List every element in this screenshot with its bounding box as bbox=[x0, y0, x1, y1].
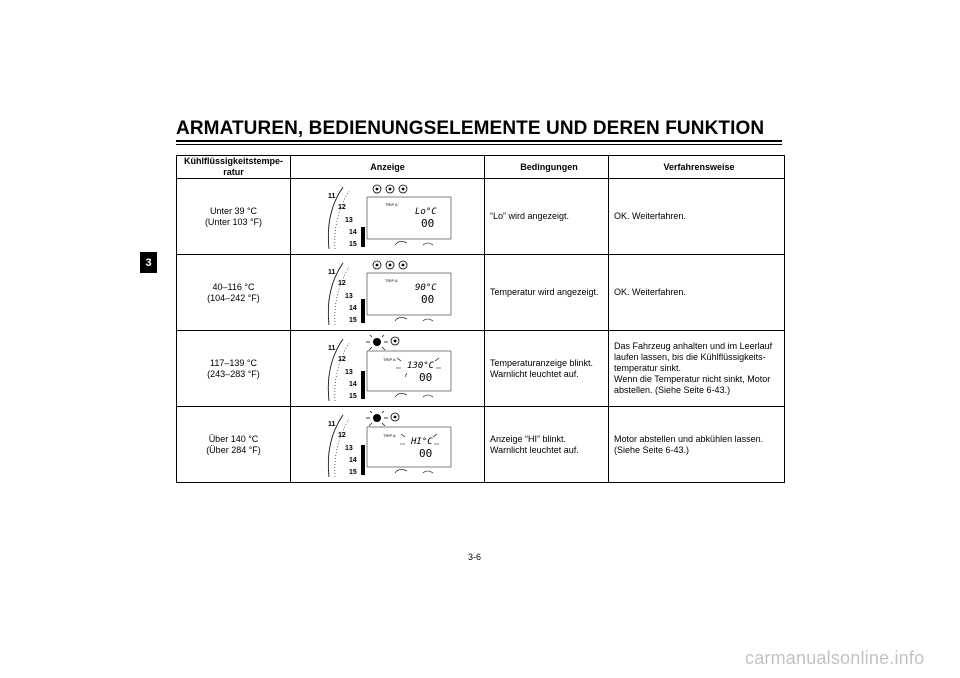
svg-text:TRIP A: TRIP A bbox=[382, 432, 396, 438]
lcd-temperature-readout: 90°C bbox=[414, 282, 437, 293]
temperature-cell: Unter 39 °C (Unter 103 °F) bbox=[177, 179, 291, 255]
table-row bbox=[177, 255, 785, 331]
gauge-tick-label: 14 bbox=[348, 380, 357, 388]
coolant-temperature-table bbox=[176, 155, 785, 483]
gauge-tick-label: 12 bbox=[337, 431, 346, 439]
oil-icon bbox=[399, 261, 407, 269]
svg-text:TRIP A: TRIP A bbox=[384, 277, 398, 283]
oil-icon bbox=[391, 337, 399, 345]
gauge-tick-label: 11 bbox=[327, 268, 335, 276]
gauge-tick-label: 13 bbox=[344, 292, 353, 300]
header-procedure: Verfahrensweise bbox=[609, 156, 785, 179]
page-number: 3-6 bbox=[468, 552, 482, 562]
lcd-temperature-readout: HI°C bbox=[410, 436, 433, 447]
gauge-tick-label: 14 bbox=[348, 304, 357, 312]
temperature-cell: Über 140 °C (Über 284 °F) bbox=[177, 407, 291, 483]
warning-light-icon bbox=[373, 185, 381, 193]
lcd-odometer-readout: 00 bbox=[420, 292, 434, 306]
header-display: Anzeige bbox=[291, 156, 485, 179]
temperature-cell: 117–139 °C (243–283 °F) bbox=[177, 331, 291, 407]
condition-cell: Anzeige “HI” blinkt. Warnlicht leuchtet auf. bbox=[485, 407, 609, 483]
table-row bbox=[177, 407, 785, 483]
gauge-tick-label: 14 bbox=[348, 228, 357, 236]
procedure-cell: Das Fahrzeug anhalten und im Leerlauf laufen lassen, bis die Kühlflüssigkeits- temperatur sinkt. Wenn die Temperatur nicht sinkt, Motor abstellen. (Siehe Seite 6-43.) bbox=[609, 331, 785, 407]
lcd-temperature-readout: Lo°C bbox=[414, 206, 437, 217]
gauge-tick-label: 13 bbox=[344, 216, 353, 224]
meter-illustration bbox=[323, 335, 453, 403]
header-coolant-temperature: Kühlflüssigkeitstempe- ratur bbox=[177, 156, 291, 179]
gauge-tick-label: 12 bbox=[337, 279, 346, 287]
table-row bbox=[177, 331, 785, 407]
meter-illustration bbox=[323, 411, 453, 479]
warning-light-icon bbox=[366, 335, 388, 350]
header-conditions: Bedingungen bbox=[485, 156, 609, 179]
section-tab: 3 bbox=[140, 252, 157, 273]
gauge-tick-label: 13 bbox=[344, 444, 353, 452]
lcd-odometer-readout: 00 bbox=[420, 216, 434, 230]
oil-icon bbox=[391, 413, 399, 421]
gauge-tick-label: 11 bbox=[327, 344, 335, 352]
display-cell bbox=[291, 407, 485, 483]
warning-light-icon bbox=[366, 411, 388, 426]
lcd-odometer-readout: 00 bbox=[418, 446, 432, 460]
warning-light-icon bbox=[373, 261, 381, 269]
oil-icon bbox=[399, 185, 407, 193]
title-rule bbox=[176, 140, 782, 142]
gauge-tick-label: 12 bbox=[337, 355, 346, 363]
display-cell bbox=[291, 331, 485, 407]
gauge-tick-label: 15 bbox=[348, 468, 357, 476]
procedure-cell: OK. Weiterfahren. bbox=[609, 179, 785, 255]
svg-text:TRIP A: TRIP A bbox=[382, 356, 396, 362]
table-row bbox=[177, 179, 785, 255]
fuel-icon bbox=[386, 185, 394, 193]
gauge-tick-label: 15 bbox=[348, 240, 357, 248]
display-cell bbox=[291, 255, 485, 331]
gauge-tick-label: 12 bbox=[337, 203, 346, 211]
temperature-cell: 40–116 °C (104–242 °F) bbox=[177, 255, 291, 331]
lcd-temperature-readout: 130°C bbox=[406, 360, 434, 371]
procedure-cell: OK. Weiterfahren. bbox=[609, 255, 785, 331]
gauge-tick-label: 14 bbox=[348, 456, 357, 464]
gauge-tick-label: 11 bbox=[327, 420, 335, 428]
gauge-tick-label: 15 bbox=[348, 392, 357, 400]
gauge-tick-label: 15 bbox=[348, 316, 357, 324]
condition-cell: Temperatur wird angezeigt. bbox=[485, 255, 609, 331]
fuel-icon bbox=[386, 261, 394, 269]
condition-cell: Temperaturanzeige blinkt. Warnlicht leuchtet auf. bbox=[485, 331, 609, 407]
table-header-row bbox=[177, 156, 785, 179]
meter-illustration bbox=[323, 259, 453, 327]
gauge-tick-label: 11 bbox=[327, 192, 335, 200]
title-rule-thin bbox=[176, 144, 782, 145]
svg-text:TRIP A: TRIP A bbox=[384, 201, 398, 207]
display-cell bbox=[291, 179, 485, 255]
lcd-odometer-readout: 00 bbox=[418, 370, 432, 384]
page-title: ARMATUREN, BEDIENUNGSELEMENTE UND DEREN FUNKTION bbox=[176, 118, 765, 139]
gauge-tick-label: 13 bbox=[344, 368, 353, 376]
condition-cell: “Lo” wird angezeigt. bbox=[485, 179, 609, 255]
meter-illustration bbox=[323, 183, 453, 251]
procedure-cell: Motor abstellen und abkühlen lassen. (Siehe Seite 6-43.) bbox=[609, 407, 785, 483]
watermark: carmanualsonline.info bbox=[745, 648, 925, 668]
